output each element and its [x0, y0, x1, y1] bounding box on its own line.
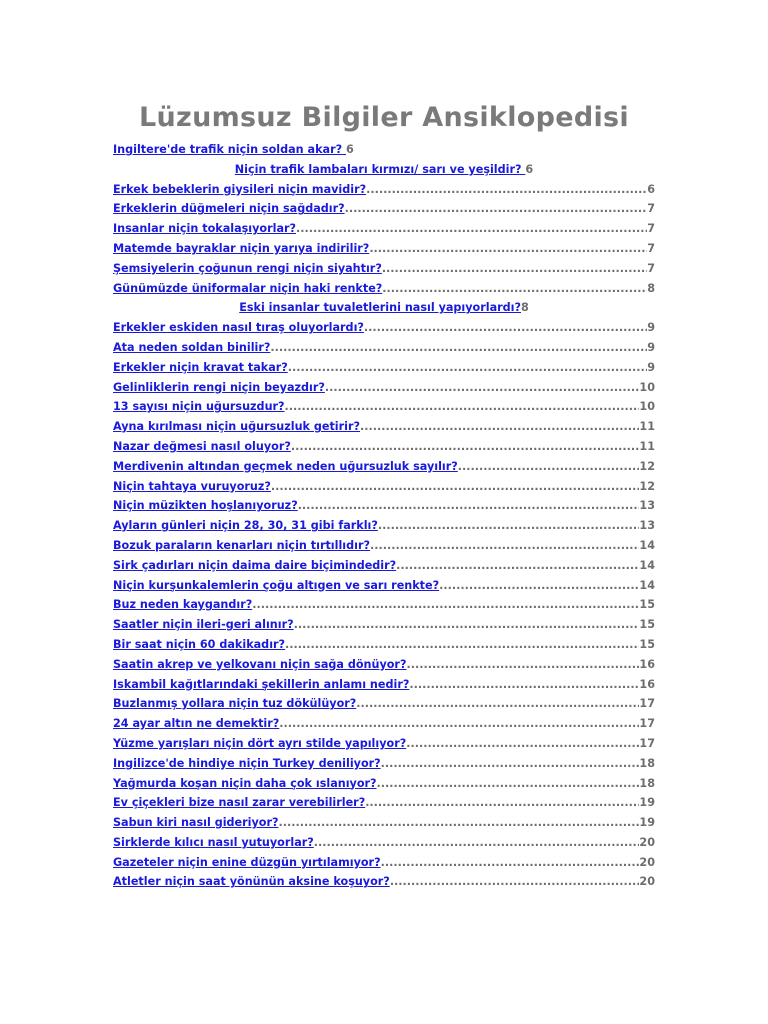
- toc-page-number: 20: [639, 875, 655, 889]
- toc-page-number: 7: [647, 241, 655, 255]
- toc-link[interactable]: Sabun kiri nasıl gideriyor?: [113, 816, 279, 830]
- toc-link[interactable]: Bozuk paraların kenarları niçin tırtıllıdır?: [113, 538, 370, 552]
- table-of-contents: [113, 140, 655, 892]
- toc-link[interactable]: Erkeklerin düğmeleri niçin sağdadır?: [113, 202, 345, 216]
- toc-page-number: 18: [639, 776, 655, 790]
- dot-leader: [360, 417, 639, 437]
- toc-link[interactable]: Eski insanlar tuvaletlerini nasıl yapıyorlardı?: [239, 301, 521, 315]
- toc-entry: [113, 318, 655, 338]
- toc-entry: [113, 219, 655, 239]
- dot-leader: [278, 813, 639, 833]
- toc-page-number: 13: [639, 499, 655, 513]
- toc-page-number: 18: [639, 756, 655, 770]
- toc-page-number: 9: [647, 321, 655, 335]
- toc-entry: [113, 793, 655, 813]
- document-title: Lüzumsuz Bilgiler Ansiklopedisi: [139, 102, 629, 133]
- toc-page-number: 7: [647, 261, 655, 275]
- dot-leader: [314, 833, 640, 853]
- toc-page-number: 14: [639, 578, 655, 592]
- toc-link[interactable]: Ayların günleri niçin 28, 30, 31 gibi farklı?: [113, 519, 378, 533]
- dot-leader: [271, 477, 640, 497]
- toc-entry: [113, 378, 655, 398]
- toc-link[interactable]: Erkekler niçin kravat takar?: [113, 360, 288, 374]
- dot-leader: [356, 694, 639, 714]
- dot-leader: [377, 774, 640, 794]
- toc-page-number: 7: [647, 202, 655, 216]
- toc-entry: [113, 298, 655, 318]
- toc-entry: [113, 140, 655, 160]
- toc-link[interactable]: Sirklerde kılıcı nasıl yutuyorlar?: [113, 835, 314, 849]
- toc-page-number: 6: [647, 182, 655, 196]
- toc-page-number: 11: [639, 420, 655, 434]
- toc-page-number: 14: [639, 558, 655, 572]
- toc-page-number: 19: [639, 796, 655, 810]
- dot-leader: [270, 338, 647, 358]
- toc-link[interactable]: Saatin akrep ve yelkovanı niçin sağa dönüyor?: [113, 657, 407, 671]
- toc-entry: [113, 595, 655, 615]
- toc-link[interactable]: Niçin trafik lambaları kırmızı/ sarı ve yeşildir?: [234, 162, 526, 176]
- dot-leader: [406, 655, 639, 675]
- toc-page-number: 13: [639, 519, 655, 533]
- toc-page-number: 15: [639, 598, 655, 612]
- toc-entry: [113, 457, 655, 477]
- toc-page-number: 15: [639, 618, 655, 632]
- toc-link[interactable]: 24 ayar altın ne demektir?: [113, 717, 280, 731]
- toc-link[interactable]: Günümüzde üniformalar niçin haki renkte?: [113, 281, 383, 295]
- toc-link[interactable]: Niçin müzikten hoşlanıyoruz?: [113, 499, 298, 513]
- dot-leader: [366, 180, 647, 200]
- dot-leader: [382, 259, 647, 279]
- dot-leader: [378, 516, 640, 536]
- toc-link[interactable]: Ingiltere'de trafik niçin soldan akar?: [113, 143, 346, 156]
- dot-leader: [382, 279, 647, 299]
- dot-leader: [296, 219, 647, 239]
- toc-link[interactable]: Buzlanmış yollara niçin tuz dökülüyor?: [113, 697, 357, 711]
- toc-link[interactable]: Niçin tahtaya vuruyoruz?: [113, 479, 271, 493]
- toc-link[interactable]: Buz neden kaygandır?: [113, 598, 253, 612]
- dot-leader: [390, 872, 640, 892]
- toc-page-number: 17: [639, 717, 655, 731]
- toc-page-number: 6: [345, 143, 354, 156]
- toc-entry: [113, 180, 655, 200]
- toc-page-number: 16: [639, 657, 655, 671]
- toc-page-number: 9: [647, 360, 655, 374]
- toc-link[interactable]: Insanlar niçin tokalaşıyorlar?: [113, 222, 297, 236]
- toc-page-number: 6: [525, 162, 534, 176]
- toc-link[interactable]: Saatler niçin ileri-geri alınır?: [113, 618, 294, 632]
- toc-page-number: 17: [639, 697, 655, 711]
- toc-entry: [113, 199, 655, 219]
- toc-entry: [113, 160, 655, 180]
- toc-entry: [113, 417, 655, 437]
- toc-link[interactable]: Gelinliklerin rengi niçin beyazdır?: [113, 380, 325, 394]
- toc-link[interactable]: Yüzme yarışları niçin dört ayrı stilde yapılıyor?: [113, 736, 407, 750]
- dot-leader: [381, 853, 640, 873]
- dot-leader: [365, 793, 639, 813]
- toc-page-number: 9: [647, 340, 655, 354]
- toc-entry: [113, 714, 655, 734]
- dot-leader: [370, 536, 639, 556]
- toc-entry: [113, 496, 655, 516]
- toc-link[interactable]: Erkekler eskiden nasıl tıraş oluyorlardı?: [113, 321, 364, 335]
- dot-leader: [298, 496, 640, 516]
- dot-leader: [369, 239, 647, 259]
- toc-entry: [113, 675, 655, 695]
- toc-entry: [113, 437, 655, 457]
- dot-leader: [288, 358, 647, 378]
- toc-page-number: 12: [639, 459, 655, 473]
- toc-entry: [113, 734, 655, 754]
- toc-link[interactable]: Ingilizce'de hindiye niçin Turkey deniliyor?: [113, 756, 381, 770]
- toc-entry: [113, 576, 655, 596]
- toc-link[interactable]: Matemde bayraklar niçin yarıya indirilir?: [113, 241, 370, 255]
- toc-entry: [113, 694, 655, 714]
- toc-page-number: 16: [639, 677, 655, 691]
- dot-leader: [325, 378, 640, 398]
- toc-entry: [113, 279, 655, 299]
- toc-link[interactable]: Nazar değmesi nasıl oluyor?: [113, 439, 291, 453]
- dot-leader: [458, 457, 640, 477]
- toc-page-number: 14: [639, 538, 655, 552]
- toc-entry: [113, 754, 655, 774]
- toc-entry: [113, 872, 655, 892]
- toc-link[interactable]: Niçin kurşunkalemlerin çoğu altıgen ve sarı renkte?: [113, 578, 440, 592]
- toc-page-number: 20: [639, 835, 655, 849]
- toc-link[interactable]: Atletler niçin saat yönünün aksine koşuyor?: [113, 875, 390, 889]
- toc-link[interactable]: Ayna kırılması niçin uğursuzluk getirir?: [113, 420, 361, 434]
- toc-entry: [113, 556, 655, 576]
- toc-entry: [113, 655, 655, 675]
- toc-page-number: 17: [639, 736, 655, 750]
- toc-entry: [113, 833, 655, 853]
- dot-leader: [364, 318, 647, 338]
- dot-leader: [381, 754, 640, 774]
- toc-link[interactable]: Şemsiyelerin çoğunun rengi niçin siyahtır?: [113, 261, 382, 275]
- toc-entry: [113, 358, 655, 378]
- toc-link[interactable]: 13 sayısı niçin uğursuzdur?: [113, 400, 285, 414]
- toc-entry: [113, 397, 655, 417]
- toc-entry: [113, 774, 655, 794]
- toc-page-number: 20: [639, 855, 655, 869]
- dot-leader: [294, 615, 640, 635]
- toc-link[interactable]: Sirk çadırları niçin daima daire biçimindedir?: [113, 558, 397, 572]
- toc-entry: [113, 477, 655, 497]
- dot-leader: [439, 576, 639, 596]
- toc-link[interactable]: Iskambil kağıtlarındaki şekillerin anlamı nedir?: [113, 677, 410, 691]
- toc-link[interactable]: Gazeteler niçin enine düzgün yırtılamıyor?: [113, 855, 381, 869]
- toc-entry: [113, 853, 655, 873]
- toc-page-number: 11: [639, 439, 655, 453]
- dot-leader: [285, 635, 639, 655]
- toc-entry: [113, 635, 655, 655]
- toc-page-number: 12: [639, 479, 655, 493]
- toc-link[interactable]: Ata neden soldan binilir?: [113, 340, 271, 354]
- toc-page-number: 7: [647, 222, 655, 236]
- toc-page-number: 15: [639, 637, 655, 651]
- toc-page-number: 8: [647, 281, 655, 295]
- toc-link[interactable]: Yağmurda koşan niçin daha çok ıslanıyor?: [113, 776, 377, 790]
- toc-entry: [113, 239, 655, 259]
- dot-leader: [285, 397, 640, 417]
- toc-entry: [113, 813, 655, 833]
- toc-page-number: 19: [639, 816, 655, 830]
- toc-page-number: 10: [639, 380, 655, 394]
- toc-entry: [113, 615, 655, 635]
- dot-leader: [345, 199, 648, 219]
- toc-link[interactable]: Bir saat niçin 60 dakikadır?: [113, 637, 286, 651]
- dot-leader: [406, 734, 639, 754]
- toc-entry: [113, 338, 655, 358]
- toc-page-number: 8: [521, 301, 529, 315]
- toc-page-number: 10: [639, 400, 655, 414]
- dot-leader: [252, 595, 639, 615]
- dot-leader: [291, 437, 640, 457]
- dot-leader: [409, 675, 639, 695]
- toc-link[interactable]: Ev çiçekleri bize nasıl zarar verebilirler?: [113, 796, 366, 810]
- toc-entry: [113, 259, 655, 279]
- toc-entry: [113, 536, 655, 556]
- toc-entry: [113, 516, 655, 536]
- dot-leader: [279, 714, 639, 734]
- dot-leader: [396, 556, 639, 576]
- toc-link[interactable]: Merdivenin altından geçmek neden uğursuzluk sayılır?: [113, 459, 458, 473]
- toc-link[interactable]: Erkek bebeklerin giysileri niçin mavidir?: [113, 182, 367, 196]
